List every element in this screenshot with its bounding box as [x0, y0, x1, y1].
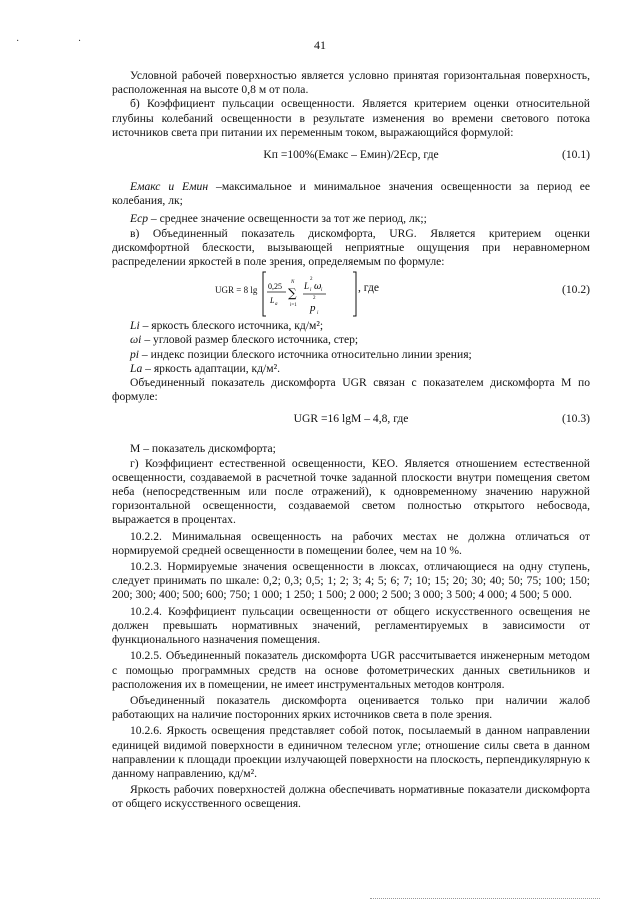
formula-10-2-number: (10.2) — [561, 283, 590, 297]
paragraph-10-2-4: 10.2.4. Коэффициент пульсации освещенности от общего искусственного освещения не должен превышать нормативных значений, регламентируемых в зависимости от функционального назначения помещения. — [112, 604, 590, 647]
definition-omega — [130, 333, 590, 347]
definition-esr — [112, 212, 590, 226]
paragraph-brightness: Яркость рабочих поверхностей должна обеспечивать нормативные показатели дискомфорта от общего искусственного освещения. — [112, 783, 590, 811]
formula-10-2-gde: , где — [358, 281, 380, 295]
definition-pi — [130, 348, 590, 362]
definition-la-text: – яркость адаптации, кд/м². — [142, 361, 280, 375]
paragraph-ugr-m: Объединенный показатель дискомфорта UGR связан с показателем дискомфорта М по формуле: — [112, 376, 590, 404]
definition-esr-text: – среднее значение освещенности за тот же период, лк;; — [148, 212, 427, 226]
formula-10-3-text: UGR =16 lgM – 4,8, где — [293, 412, 409, 426]
svg-text:a: a — [275, 302, 278, 308]
paragraph-ugr: в) Объединенный показатель дискомфорта, URG. Является критерием оценки дискомфортной блескости, вызывающей неприятные ощущения при неравномерном распределении яркостей в поле зрения, определяемым по формуле: — [112, 226, 590, 269]
definition-m: М – показатель дискомфорта; — [130, 442, 276, 456]
page-number: 41 — [314, 38, 326, 52]
svg-text:i=1: i=1 — [290, 303, 297, 309]
definition-omega-text: – угловой размер блеского источника, стер; — [141, 333, 359, 347]
svg-text:L: L — [304, 281, 310, 292]
scan-marks: · · — [16, 36, 110, 47]
formula-10-1-text: Kп =100%(Eмакс – Eмин)/2Eср, где — [263, 148, 439, 162]
paragraph-10-2-2: 10.2.2. Минимальная освещенность на рабочих местах не должна отличаться от нормируемой средней освещенности в помещении более, чем на 10 %. — [112, 529, 590, 557]
formula-10-2-bracket — [262, 269, 357, 319]
definition-li — [130, 319, 590, 333]
svg-text:N: N — [291, 280, 295, 286]
svg-text:L: L — [270, 296, 275, 306]
formula-10-2-lhs: UGR = 8 lg — [215, 285, 258, 296]
definition-li-text: – яркость блеского источника, кд/м²; — [139, 319, 324, 333]
svg-text:2: 2 — [310, 277, 313, 283]
symbol-omega: ωi — [130, 333, 142, 347]
symbol-pi: pi — [130, 347, 140, 361]
formula-10-3 — [112, 408, 590, 430]
paragraph-10-2-3: 10.2.3. Нормируемые значения освещенности в люксах, отличающиеся на одну ступень, следует принимать по шкале: 0,2; 0,3; 0,5; 1; 2; 3; 4; 5; 6; 7; 10; 15; 20; 30; 40; 50; 75; 100; 150; 200; 300; 400; 500; 600; 750; 1 000; 1 250; 1 500; 2 000; 2 500; 3 000; 3 500; 4 000; 4 500; 5 000. — [112, 560, 590, 602]
footer-divider — [370, 898, 600, 899]
definition-emax-emin — [112, 180, 590, 208]
svg-text:i: i — [321, 288, 323, 294]
formula-10-1-number: (10.1) — [561, 148, 590, 162]
page-body — [112, 69, 590, 812]
formula-10-3-number: (10.3) — [561, 412, 590, 426]
definition-la — [130, 362, 590, 376]
svg-text:i: i — [317, 311, 319, 317]
paragraph-working-surface: Условной рабочей поверхностью является условно принятая горизонтальная поверхность, расположенная на высоте 0,8 м от пола. — [112, 69, 590, 97]
paragraph-ugr-complaints: Объединенный показатель дискомфорта оценивается только при наличии жалоб работающих на наличие посторонних ярких источников света в поле зрения. — [112, 693, 590, 722]
svg-text:i: i — [310, 288, 312, 294]
formula-10-2 — [112, 269, 590, 319]
svg-text:ω: ω — [314, 282, 322, 293]
paragraph-keo: г) Коэффициент естественной освещенности, КЕО. Является отношением естественной освещенности, создаваемой в расчетной точке заданной плоскости внутри помещения светом неба (непосредственным или после отражений), к одновременному значению наружной горизонтальной освещенности, создаваемой светом полностью открытого небосвода, выражается в процентах. — [112, 456, 590, 527]
definition-pi-text: – индекс позиции блеского источника относительно линии зрения; — [139, 347, 472, 361]
svg-text:2: 2 — [313, 296, 316, 302]
formula-10-1 — [112, 144, 590, 166]
paragraph-10-2-6: 10.2.6. Яркость освещения представляет собой поток, посылаемый в данном направлении единицей видимой поверхности в единичном телесном угле; отношение силы света в данном направлении к площади проекции излучающей поверхности на плоскость, перпендикулярную к данному направлению, кд/м². — [112, 724, 590, 780]
symbol-emax-emin: Eмакс и Eмин — [130, 180, 209, 194]
symbol-li: Li — [130, 319, 140, 333]
svg-text:0,25: 0,25 — [268, 282, 282, 292]
paragraph-pulsation: б) Коэффициент пульсации освещенности. Является критерием оценки относительной глубины колебаний освещенности в результате изменения во времени светового потока источников света при питании их переменным током, выражающийся формулой: — [112, 97, 590, 139]
symbol-la: La — [130, 361, 143, 375]
svg-text:p: p — [310, 302, 316, 315]
paragraph-10-2-5: 10.2.5. Объединенный показатель дискомфорта UGR рассчитывается инженерным методом с помощью программных средств на основе фотометрических данных светильников и расположения их в помещении, не имеет инструментальных методов контроля. — [112, 649, 590, 691]
symbol-esr: Eср — [130, 212, 149, 226]
svg-text:∑: ∑ — [288, 286, 297, 301]
definition-emax-emin-text: –максимальное и минимальное значения освещенности за период ее колебания, лк; — [112, 180, 590, 208]
